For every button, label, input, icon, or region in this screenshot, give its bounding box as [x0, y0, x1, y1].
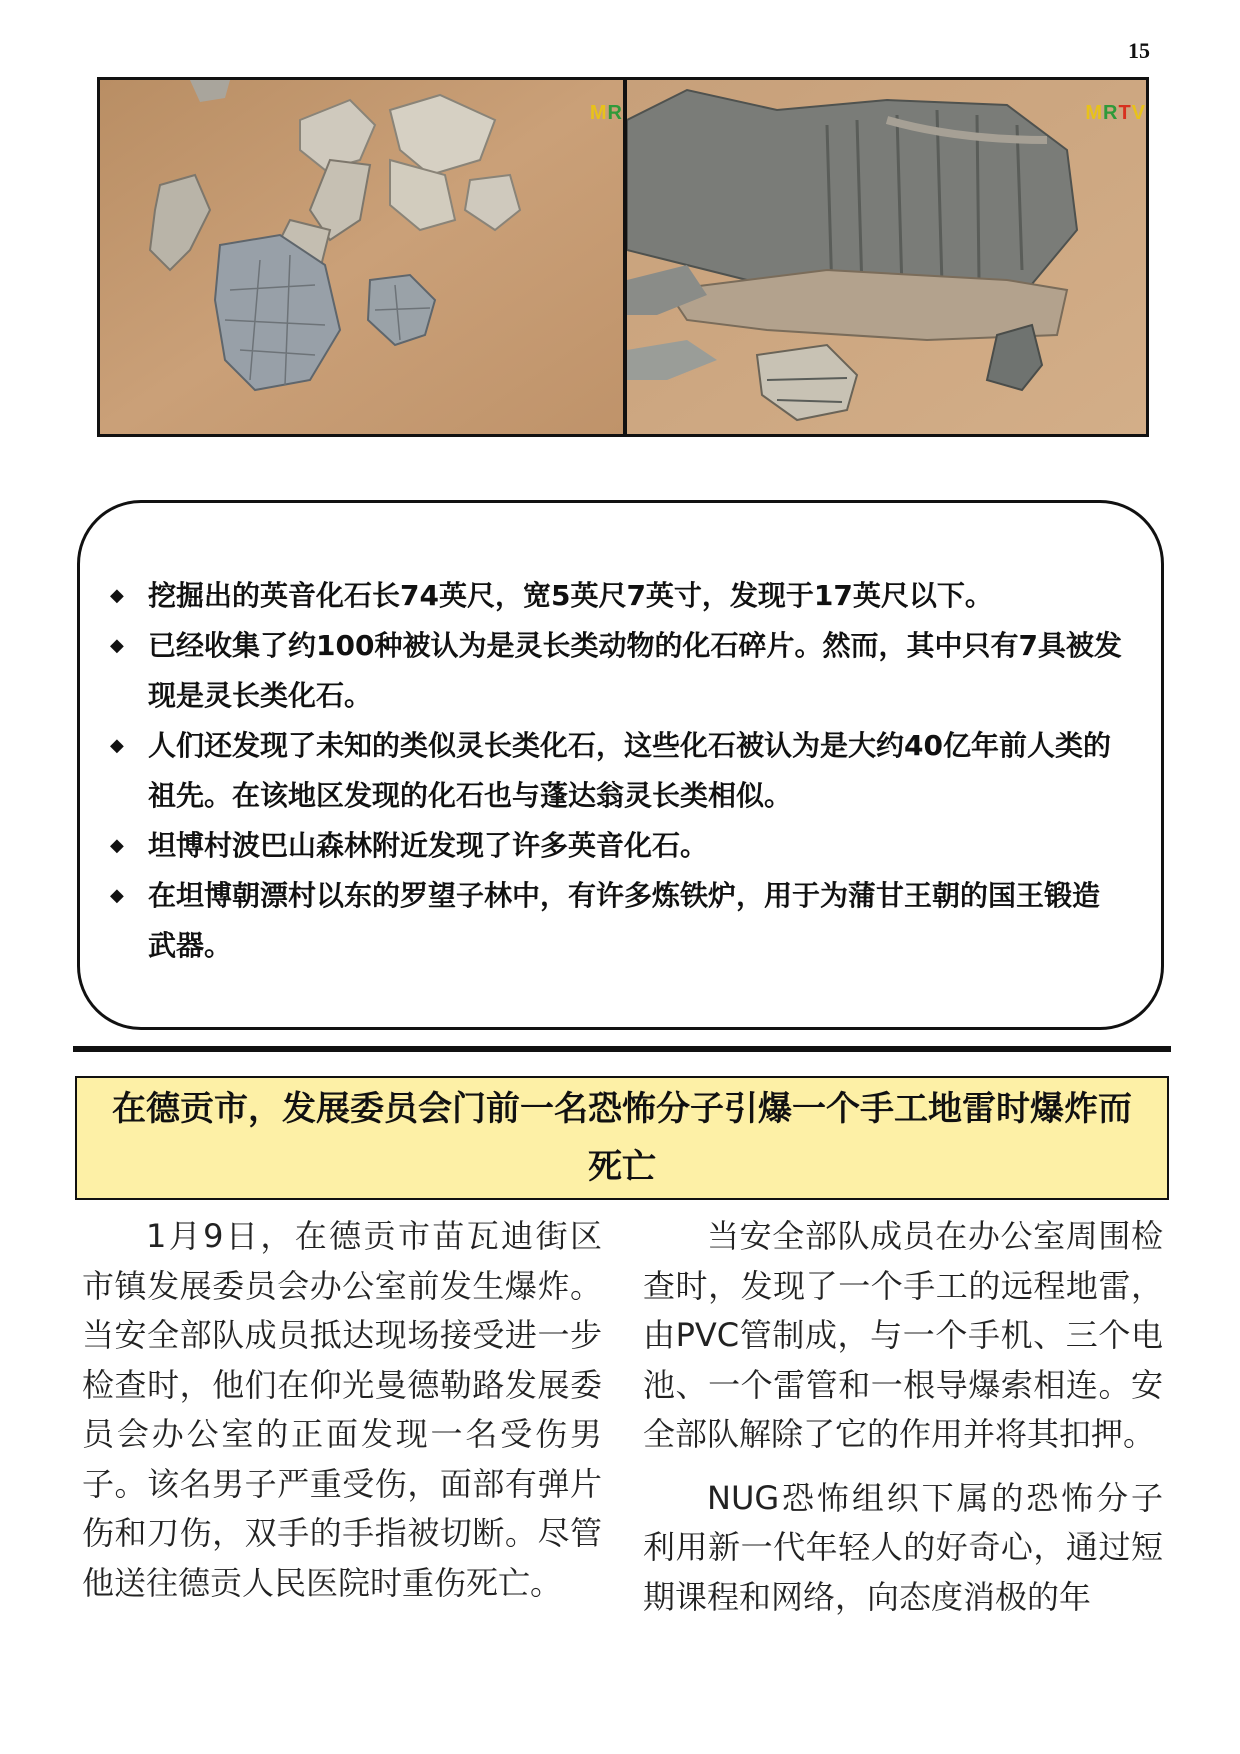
fact-list — [106, 571, 1127, 971]
diamond-bullet-icon: ◆ — [110, 585, 124, 606]
photo-strip — [97, 77, 1149, 437]
article-paragraph: 当安全部队成员在办公室周围检查时，发现了一个手工的远程地雷，由PVC管制成，与一个手机、三个电池、一个雷管和一根导爆索相连。安全部队解除了它的作用并将其扣押。 — [643, 1217, 1163, 1453]
headline-box — [75, 1076, 1169, 1200]
diamond-bullet-icon: ◆ — [110, 885, 124, 906]
fact-item — [106, 821, 1127, 871]
fact-box — [77, 500, 1164, 1030]
fact-item — [106, 871, 1127, 971]
fact-text: 挖掘出的英音化石长74英尺，宽5英尺7英寸，发现于17英尺以下。 — [148, 579, 993, 612]
mrtv-watermark: MRTV — [1085, 102, 1146, 124]
fact-text: 坦博村波巴山森林附近发现了许多英音化石。 — [148, 829, 709, 862]
fact-item — [106, 621, 1127, 721]
section-divider — [73, 1046, 1171, 1052]
article-headline: 在德贡市，发展委员会门前一名恐怖分子引爆一个手工地雷时爆炸而死亡 — [112, 1089, 1132, 1187]
fact-item — [106, 571, 1127, 621]
diamond-bullet-icon: ◆ — [110, 635, 124, 656]
fossil-bone-photo — [627, 80, 1146, 434]
article-column-right — [643, 1212, 1163, 1636]
article-column-left — [82, 1212, 602, 1622]
fact-text: 已经收集了约100种被认为是灵长类动物的化石碎片。然而，其中只有7具被发现是灵长类化石。 — [148, 629, 1122, 712]
article-paragraph: 1月9日，在德贡市苗瓦迪街区市镇发展委员会办公室前发生爆炸。当安全部队成员抵达现场接受进一步检查时，他们在仰光曼德勒路发展委员会办公室的正面发现一名受伤男子。该名男子严重受伤，面部有弹片伤和刀伤，双手的手指被切断。尽管他送往德贡人民医院时重伤死亡。 — [82, 1217, 602, 1602]
fact-item — [106, 721, 1127, 821]
page-number: 15 — [1128, 38, 1150, 63]
fossil-fragments-image — [100, 80, 623, 434]
fact-text: 人们还发现了未知的类似灵长类化石，这些化石被认为是大约40亿年前人类的祖先。在该地区发现的化石也与蓬达翁灵长类相似。 — [148, 729, 1111, 812]
diamond-bullet-icon: ◆ — [110, 835, 124, 856]
mrtv-watermark: MR — [589, 102, 623, 124]
fact-text: 在坦博朝漂村以东的罗望子林中，有许多炼铁炉，用于为蒲甘王朝的国王锻造武器。 — [148, 879, 1101, 962]
fossil-fragments-photo — [100, 80, 623, 434]
fossil-bone-image — [627, 80, 1146, 434]
article-paragraph: NUG恐怖组织下属的恐怖分子利用新一代年轻人的好奇心，通过短期课程和网络，向态度消极的年 — [643, 1478, 1163, 1616]
diamond-bullet-icon: ◆ — [110, 735, 124, 756]
